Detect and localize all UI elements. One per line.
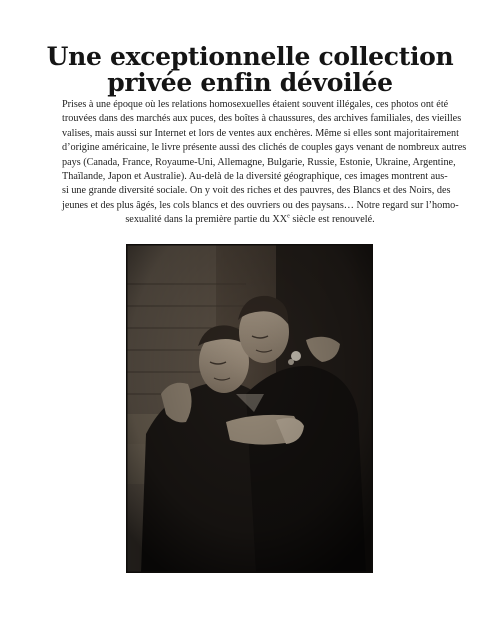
photograph-image <box>126 244 373 573</box>
headline-line-2: privée enfin dévoilée <box>107 68 393 97</box>
vintage-photograph <box>126 244 373 573</box>
body-line-last <box>62 213 438 227</box>
body-line-last-text: sexualité dans la première partie du XX <box>125 214 288 226</box>
body-line: trouvées dans des marchés aux puces, des boîtes à chaussures, des archives familiales, des vieilles <box>62 113 462 125</box>
body-line: pays (Canada, France, Royaume-Uni, Allemagne, Bulgarie, Russie, Estonie, Ukraine, Argentine, <box>62 156 456 168</box>
body-line: Thaïlande, Japon et Australie). Au-delà de la diversité géographique, ces images montrent aus- <box>62 171 448 183</box>
body-line: Prises à une époque où les relations homosexuelles étaient souvent illégales, ces photos ont été <box>62 99 449 110</box>
century-superscript: e <box>287 213 290 220</box>
body-line-last-end: siècle est renouvelé. <box>289 214 375 226</box>
body-line: si une grande diversité sociale. On y voit des riches et des pauvres, des Blancs et des Noirs, des <box>62 185 451 197</box>
body-line: d’origine américaine, le livre présente aussi des clichés de couples gays venant de nombreux autres <box>62 142 467 154</box>
headline-line-1: Une exceptionnelle collection <box>46 42 454 71</box>
body-line: jeunes et des plus âgés, les cols blancs et des ouvriers ou des paysans… Notre regard sur l’homo- <box>62 199 459 211</box>
article-body <box>62 98 467 228</box>
body-line: valises, mais aussi sur Internet et lors de ventes aux enchères. Même si elles sont majoritairement <box>62 127 459 139</box>
